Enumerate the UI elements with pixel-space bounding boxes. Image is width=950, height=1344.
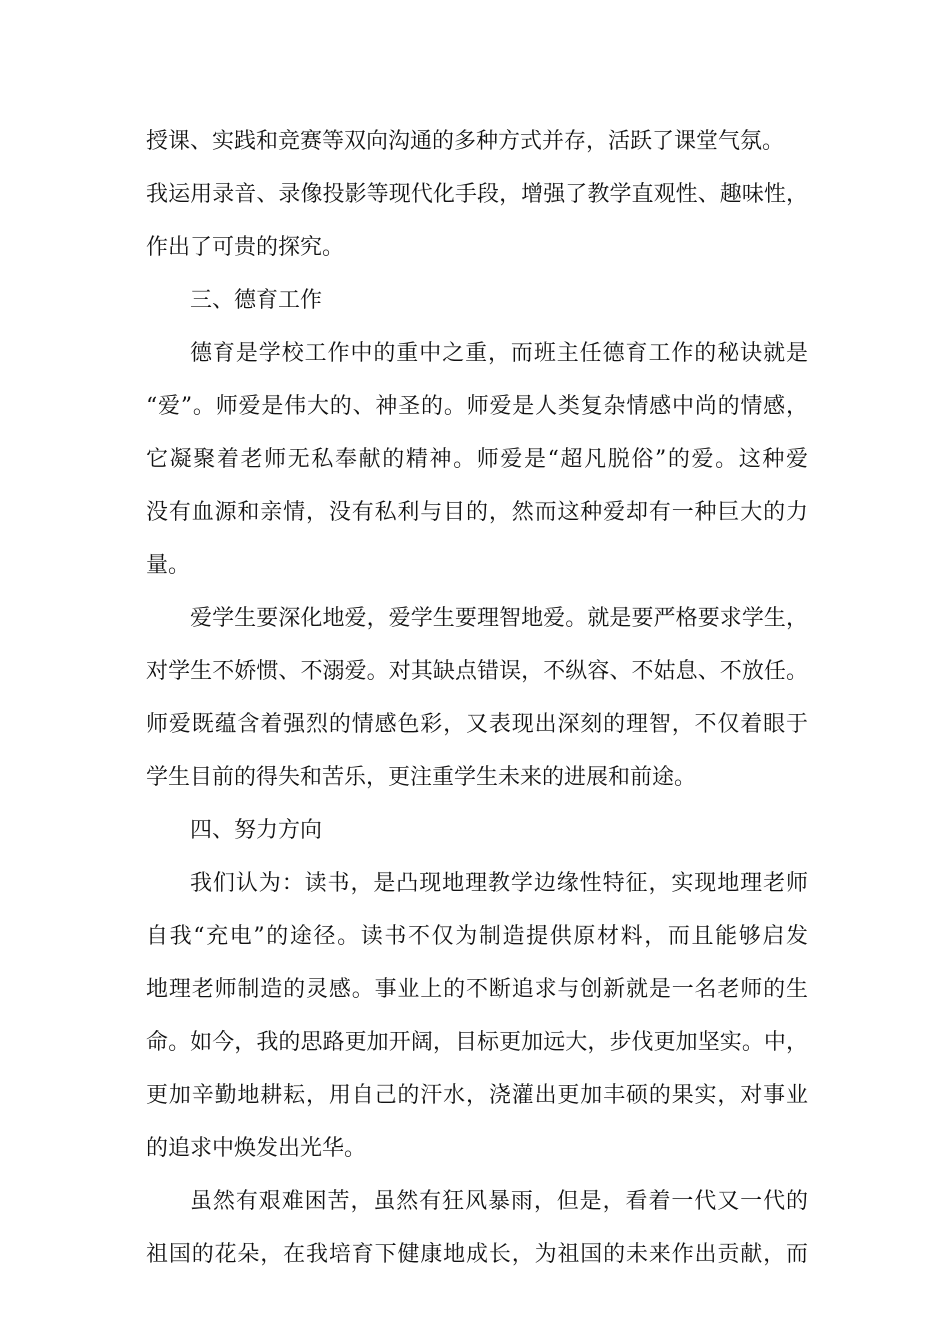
text-line: 祖国的花朵，在我培育下健康地成长，为祖国的未来作出贡献，而 (146, 1242, 808, 1267)
section-heading: 四、努力方向 (190, 818, 323, 843)
text-line: 师爱既蕴含着强烈的情感色彩，又表现出深刻的理智，不仅着眼于 (146, 712, 808, 737)
text-line: 学生目前的得失和苦乐，更注重学生未来的进展和前途。 (146, 765, 697, 790)
text-line: 对学生不娇惯、不溺爱。对其缺点错误，不纵容、不姑息、不放任。 (146, 659, 808, 684)
text-line: 地理老师制造的灵感。事业上的不断追求与创新就是一名老师的生 (146, 977, 808, 1002)
text-line: 更加辛勤地耕耘，用自己的汗水，浇灌出更加丰硕的果实，对事业 (146, 1083, 808, 1108)
text-line: 量。 (146, 553, 191, 578)
text-line: 自我“充电”的途径。读书不仅为制造提供原材料，而且能够启发 (146, 924, 808, 949)
text-line: 授课、实践和竞赛等双向沟通的多种方式并存，活跃了课堂气氛。 (146, 129, 785, 154)
text-line: 我运用录音、录像投影等现代化手段，增强了教学直观性、趣味性， (146, 182, 808, 207)
text-line: 虽然有艰难困苦，虽然有狂风暴雨，但是，看着一代又一代的 (190, 1189, 808, 1214)
text-line: 的追求中焕发出光华。 (146, 1136, 367, 1161)
text-line: 爱学生要深化地爱，爱学生要理智地爱。就是要严格要求学生， (190, 606, 808, 631)
text-line: 德育是学校工作中的重中之重，而班主任德育工作的秘诀就是 (190, 341, 808, 366)
text-line: “爱”。师爱是伟大的、神圣的。师爱是人类复杂情感中尚的情感， (146, 394, 808, 419)
section-heading: 三、德育工作 (190, 288, 323, 313)
text-line: 我们认为：读书，是凸现地理教学边缘性特征，实现地理老师 (190, 871, 808, 896)
text-line: 作出了可贵的探究。 (146, 235, 345, 260)
text-line: 它凝聚着老师无私奉献的精神。师爱是“超凡脱俗”的爱。这种爱 (146, 447, 808, 472)
text-line: 命。如今，我的思路更加开阔，目标更加远大，步伐更加坚实。中， (146, 1030, 808, 1055)
text-line: 没有血源和亲情，没有私利与目的，然而这种爱却有一种巨大的力 (146, 500, 808, 525)
document-body (146, 127, 808, 1293)
